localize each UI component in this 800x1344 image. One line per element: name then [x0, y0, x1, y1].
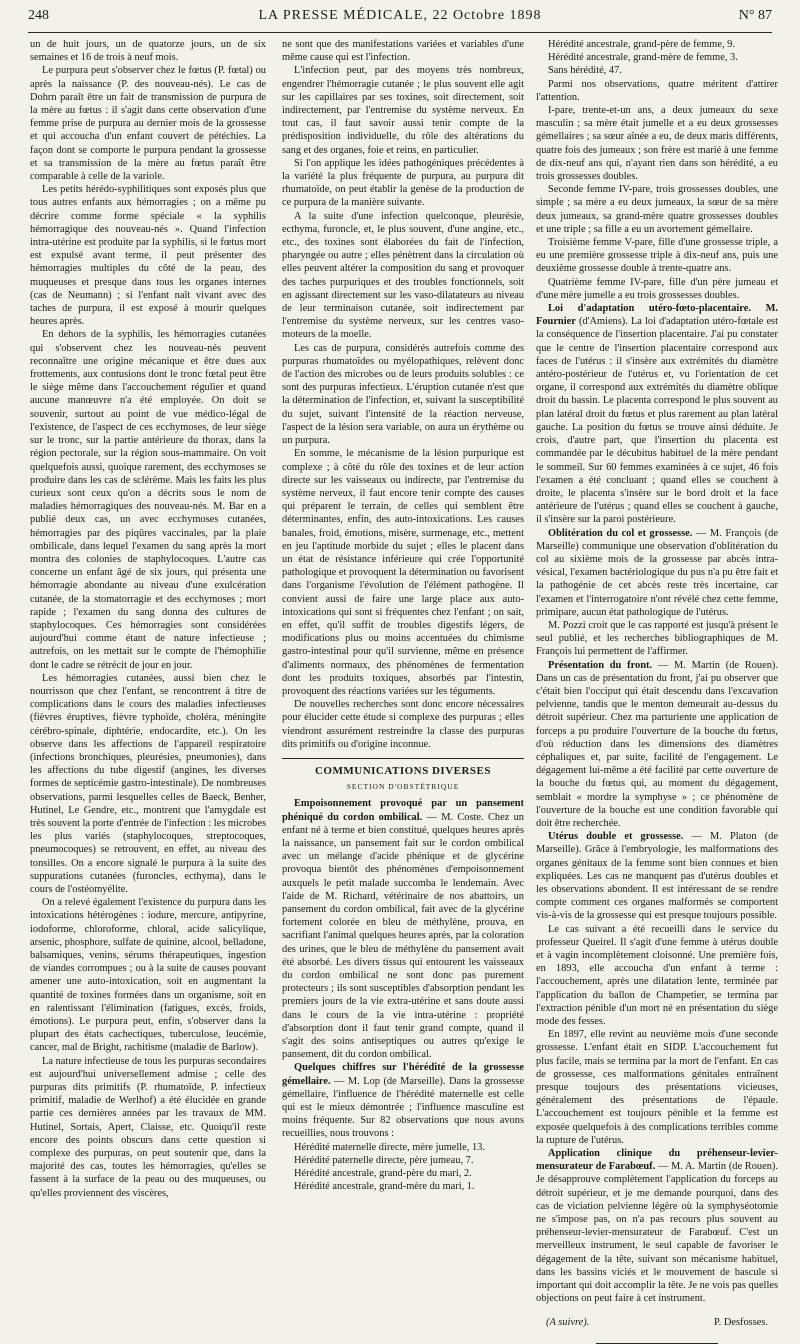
- article-preheneur-levier: [536, 1147, 778, 1305]
- article-loi-adaptation: [536, 302, 778, 526]
- article-title: Oblitération du col et grossesse.: [548, 527, 693, 539]
- article-title: Application clinique du préhenseur-levier-mensurateur de Farabœuf.: [536, 1148, 778, 1173]
- paragraph: Le purpura peut s'observer chez le fœtus (P. fœtal) ou après la naissance (P. des nouveau-nés). Le cas de Dohrn paraît être un fait de transmission de purpura de la mère au fœtus : il s'agit dans cette observation d'une femme prise de purpura au dernier mois de la grossesse et qui accoucha d'un enfant couvert de pétéchies. La façon dont se comporte le purpura pendant la grossesse et sa transmission de la mère au fœtus paraît être comparable à celle de la variole.: [30, 65, 266, 183]
- page-number: 248: [28, 8, 49, 23]
- paragraph: En 1897, elle revint au neuvième mois d'une seconde grossesse. L'enfant était en SIDP. L'accouchement fut plus facile, mais se termina par la mort de l'enfant. En cas de grossesse, ces malformations génitales entraînent presque toujours des présentations vicieuses, généralement des présentations de l'épaule. L'accouchement est toujours pénible et la femme est exposée quelquefois à des complications terribles comme la rupture de l'utérus.: [536, 1029, 778, 1146]
- article-title: Empoisonnement provoqué par un pansement phéniqué du cordon ombilical.: [282, 798, 524, 823]
- paragraph: En somme, le mécanisme de la lésion purpurique est complexe ; à côté du rôle des toxines et de leur action directe sur les vaisseaux ou indirecte, par l'entremise du système nerveux, il faut encore tenir compte des causes qui préparent le terrain, de celles qui semblent être déterminantes, enfin, des auto-intoxications. Les causes banales, froid, émotions, misère, surmenage, etc., mettent en jeu l'aptitude morbide du sujet ; elles le placent dans un état de résistance inférieure qui crée l'opportunité pathologique et provoquent la détermination ou favorisent dans l'organisme l'évolution de l'élément pathogène. Il convient aussi de faire une large place aux auto-intoxications qui sont si fréquentes chez l'enfant ; on sait, en effet, qu'il suffit de troubles digestifs légers, de modifications plus ou moins accentuées du chimisme gastro-intestinal pour qu'il survienne, même en présence d'aliments normaux, des phénomènes de fermentation dont les produits toxiques, absorbés par l'intestin, provoquent des réactions variées sur les téguments.: [282, 448, 524, 697]
- section-divider: [282, 758, 524, 759]
- paragraph: Les cas de purpura, considérés autrefois comme des purpuras rhumatoïdes ou myélopathiques, relèvent donc de l'action des microbes ou de leurs produits solubles : ce sont des purpuras infectieux. L'éruption cutanée n'est que la détermination de l'infection, et, suivant la susceptibilité du sujet, suivant l'intensité de la réaction nerveuse, l'aspect de la lésion sera variable, on aura un érythème ou un purpura.: [282, 342, 524, 447]
- paragraph: Seconde femme IV-pare, trois grossesses doubles, une simple ; sa mère a eu deux jumeaux, la sœur de sa mère deux jumeaux, sa grand-mère quatre grossesses doubles et une triple ; sa fille a eu un avortement gémellaire.: [536, 184, 778, 235]
- paragraph: Les petits hérédo-syphilitiques sont exposés plus que tous autres enfants aux hémorragies ; on a même pu décrire comme forme spéciale « la syphilis hémorragique des nouveau-nés ». Quand l'infection intra-utérine est produite par la syphilis, si le fœtus mort est expulsé avant terme, il peut présenter des hémorragies multiples du côté de la peau, des muqueuses et presque dans tous les organes internes (cas de Neumann) ; si l'enfant naît vivant avec des taches de purpura, il est exposé à mourir quelques heures après.: [30, 184, 266, 328]
- article-title: Quelques chiffres sur l'hérédité de la grossesse gémellaire.: [282, 1062, 524, 1087]
- stat-line: Hérédité ancestrale, grand-père du mari, 2.: [294, 1168, 472, 1180]
- paragraph: ne sont que des manifestations variées et variables d'une même cause qui est l'infection.: [282, 39, 524, 64]
- stat-line: Hérédité ancestrale, grand-mère de femme, 3.: [548, 52, 738, 64]
- paragraph: La nature infectieuse de tous les purpuras secondaires est aujourd'hui universellement admise ; celle des purpuras dits primitifs (P. rhumatoïde, P. infectieux primitif, maladie de Werlhof) a été élucidée en grande partie ces dernières années par les travaux de MM. Hutinel, Sortais, Apert, Claisse, etc. Quoiqu'il reste encore des points obscurs dans cette question si complexe des purpuras, on peut soutenir que, dans la majorité des cas, toutes les hémorragies, qu'elles se fassent à la surface de la peau ou des muqueuses, ou qu'elles proviennent des viscères,: [30, 1055, 266, 1199]
- article-obliteration: [536, 527, 778, 619]
- article-title: Utérus double et grossesse.: [548, 831, 684, 843]
- paragraph: L'infection peut, par des moyens très nombreux, engendrer l'hémorragie cutanée ; le plus souvent elle agit sur les capillaires par ses toxines, soit directement, soit indirectement, par l'entremise du système nerveux. En tout cas, il faut savoir aussi tenir compte de la prédisposition individuelle, du rôle des altérations du sang et des organes, foie et reins, en particulier.: [282, 65, 524, 156]
- article-author: — M. Martin: [652, 659, 720, 671]
- article-body: (de Rouen). Dans un cas de présentation du front, j'ai pu observer que c'était bien l'occiput qui était descendu dans l'excavation pelvienne, tandis que le menton demeurait au-dessus du détroit supérieur. Chez ma parturiente une application de forceps a pu produire l'ouverture de la bouche du fœtus, d'où réduction dans les dimensions des diamètres céphaliques et, par suite, facilité de l'engagement. Le dégagement lui-même a été facilité par cette ouverture de la bouche du fœtus qui, au moment du dégagement, semblait « mordre la symphyse » ; ce phénomène de l'ouverture de la bouche est une condition favorable qui doit être recherchée.: [536, 659, 778, 829]
- journal-title: LA PRESSE MÉDICALE, 22 Octobre 1898: [258, 8, 542, 23]
- column-2: [282, 38, 525, 1193]
- article-author: — M. A. Martin: [655, 1161, 727, 1173]
- paragraph: Le cas suivant a été recueilli dans le service du professeur Queirel. Il s'agit d'une femme à utérus double et à vagin incomplètement cloisonné. Une première fois, en 1893, elle accoucha d'un enfant à terme : l'accouchement, après une dilatation lente, terminée par l'application du ballon de Champetier, se termina par l'extraction pénible d'un mort né en présentation du siège mode des fesses.: [536, 923, 778, 1028]
- article-author: — M. Platon: [683, 831, 757, 843]
- article-title: Présentation du front.: [548, 659, 653, 671]
- article-title: Loi d'adaptation utéro-fœto-placentaire.: [548, 303, 751, 315]
- article-heredite: [282, 1061, 524, 1140]
- paragraph: un de huit jours, un de quatorze jours, un de six semaines et 16 de trois à neuf mois.: [30, 39, 266, 64]
- to-be-continued: (A suivre).: [546, 1316, 590, 1328]
- paragraph: A la suite d'une infection quelconque, pleurésie, ecthyma, furoncle, et, le plus souvent, d'une angine, etc., etc., des toxines sont élaborées du fait de l'infection, pharyngée ou autre ; elles pénètrent dans la circulation où elles peuvent altérer la composition du sang et provoquer des taches purpuriques et des troubles fonctionnels, soit en agissant directement sur les vaso-dilatateurs au niveau de leur terminaison cutanée, soit indirectement par l'entremise du système nerveux, sur les centres vaso-moteurs de la moelle.: [282, 210, 524, 341]
- stat-line: Hérédité paternelle directe, père jumeau, 7.: [294, 1154, 474, 1166]
- article-author: — M. François: [692, 527, 762, 539]
- paragraph: On a relevé également l'existence du purpura dans les intoxications hétérogènes : iodure, mercure, antipyrine, iodoforme, chloroforme, chloral, acide salicylique, arsenic, phosphore, sulfate de quinine, alcool, belladone, balsamiques, venins, sérums thérapeutiques, ingestion de viandes corrompues ; ou à la suite de causes pouvant amener une auto-intoxication, soit en augmentant la quantité de toxines formées dans un organisme, soit en en ralentissant l'élimination (fatigues, excès, froids, émotions). Le purpura peut, enfin, s'observer dans la plupart des états cachectiques, tuberculose, leucémie, cancer, mal de Bright, rachitisme (maladie de Barlow).: [30, 897, 266, 1054]
- paragraph: I-pare, trente-et-un ans, a deux jumeaux du sexe masculin ; sa mère était jumelle et a eu deux grossesses gémellaires ; sa sœur aînée a eu, de deux maris différents, quatre fois des jumeaux ; son frère est marié à une femme de dix-neuf ans qui, n'ayant rien dans son hérédité, a eu trois grossesses doubles.: [536, 105, 778, 183]
- paragraph: Quatrième femme IV-pare, fille d'un père jumeau et d'une mère jumelle a eu trois grossesses doubles.: [536, 276, 778, 301]
- column-3: [536, 38, 778, 1328]
- article-author: — M. Lop: [330, 1075, 380, 1087]
- article-presentation-front: [536, 659, 778, 831]
- column-1: [30, 38, 267, 1199]
- article-body: (de Rouen). Je désapprouve complètement l'application du forceps au détroit supérieur, et je me demande pourquoi, dans des cas de viciation pelvienne légère où la symphyséotomie ne s'impose pas, on n'a pas recours plus souvent au préhenseur-levier-mensurateur de Farabœuf. C'est un merveilleux instrument, le seul capable de favoriser le dégagement de la tête, suivant son mécanisme habituel, dans les bassins viciés et le mouvement de bascule si important qui doit accomplir la tête. Je ne vois pas quelles objections on peut faire à cet instrument.: [536, 1161, 778, 1305]
- section-subtitle: SECTION D'OBSTÉTRIQUE: [346, 782, 460, 792]
- paragraph: Les hémorragies cutanées, aussi bien chez le nourrisson que chez l'enfant, se rencontrent à titre de complications dans le cours des maladies infectieuses (fièvres éruptives, fièvre typhoïde, choléra, méningite cérébro-spinale, diphtérie, endocardite, etc.). On les observe dans les affections de l'appareil respiratoire (infections bronchiques, pleurésies, pneumonies), dans les affections du tube digestif (angines, les diverses formes de septicémie gastro-intestinale). De nombreuses observations, parmi lesquelles celles de Baeck, Benher, Hutinel, Le Gendre, etc., montrent que l'amygdale est très souvent la porte d'entrée de l'infection : les microbes les plus variés (staphylocoques, streptocoques, pneumocoques) se retrouvent, en effet, au niveau des tonsilles. On a encore signalé le purpura à la suite des suppurations cutanées (furoncles, ecthyma), dans le cours de l'ostéomyélite.: [30, 672, 267, 895]
- article-author: — M. Coste.: [422, 811, 484, 823]
- paragraph: En dehors de la syphilis, les hémorragies cutanées qui s'observent chez les nouveau-nés peuvent reconnaître une origine mécanique et être dues aux frottements, aux contusions dont le tronc fœtal peut être le siège même dans l'accouchement régulier et quand aucune manœuvre n'a été employée. On doit se souvenir, surtout au point de vue médico-légal de l'existence, de l'aspect de ces ecchymoses, de leur siège sur le tronc, sur la partie antérieure du thorax, dans la région pectorale, sur la région sous-mammaire. On voit quelquefois aussi, quoique rarement, des ecchymoses se produire dans les cas de sclérème. Mais les faits les plus curieux sont ceux qu'on a décrits sous le nom de maladies hémorragiques des nouveau-nés. M. Bar en a publié deux cas, un avec ecchymoses cutanées, hémorragies par des piqûres vaccinales, par la plaie ombilicale, dans lequel l'examen du sang après la mort montra des colonies de staphylocoques. L'autre cas concerne un enfant âgé de six jours, qui présenta une hémorragie abondante au niveau d'une exulcération cutanée, de la stomatorragie et des ecchymoses ; mort rapide ; l'examen du sang donna des cultures de staphylocoques. Ces hémorragies sont considérées aujourd'hui comme étant de nature infectieuse ; autrefois, on les mettait sur le compte de l'hémophilie dont le cadre se rétrécit de jour en jour.: [30, 329, 266, 671]
- stat-line: Sans hérédité, 47.: [548, 65, 622, 77]
- article-body: (de Marseille). Grâce à l'embryologie, les malformations des organes génitaux de la femme sont bien connues et bien expliquées. Les cas ne manquent pas d'utérus doubles et les observations abondent. Il est intéressant de se rendre compte comment ces organes malformés se comportent vis-à-vis de la grossesse qui est presque toujours possible.: [536, 831, 778, 922]
- stat-line: Hérédité maternelle directe, mère jumelle, 13.: [294, 1141, 485, 1153]
- signature-line: [536, 1316, 778, 1329]
- paragraph: Parmi nos observations, quatre méritent d'attirer l'attention.: [536, 78, 778, 103]
- paragraph: De nouvelles recherches sont donc encore nécessaires pour élucider cette étude si complexe des purpuras ; elles viendront assurément restreindre la classe des purpuras dits primitifs ou d'origine inconnue.: [282, 699, 524, 750]
- article-body: (d'Amiens). La loi d'adaptation utéro-fœtale est la conséquence de l'insertion placentaire. J'ai pu constater que le centre de l'insertion placentaire correspond aux faces de l'utérus : il s'insère aux extrémités du diamètre antéro-postérieur de l'utérus et, vu l'orientation de cet organe, il correspond aux extrémités du diamètre oblique droit du bassin. Le placenta correspond le plus souvent au plan latéral droit du fœtus et plus rarement au plan latéral gauche. La position du fœtus se trouve ainsi déduite. Je crois, d'autre part, que l'insertion du placenta est commandée par le décubitus habituel de la mère pendant le sommeil. Sur 60 femmes examinées à ce sujet, 46 fois l'examen a été concluant ; quand elles se couchent à droite, le placenta s'insère sur le bord droit et la face antérieure de l'utérus ; quand elles se couchent à gauche, il s'insère sur la paroi postérieure.: [536, 316, 778, 526]
- stat-line: Hérédité ancestrale, grand-père de femme, 9.: [548, 39, 735, 50]
- stat-line: Hérédité ancestrale, grand-mère du mari, 1.: [294, 1181, 475, 1193]
- article-author: M. Fournier: [536, 303, 778, 328]
- author-signature: P. Desfosses.: [714, 1316, 768, 1328]
- article-body: (de Marseille) communique une observation d'oblitération du col au sixième mois de la grossesse par abcès intra-vésical, l'examen bactériologique du pus n'a pu être fait et la pathogénie de cet abcès reste très incertaine, car l'examen et l'interrogatoire n'ont révélé chez cette femme, primipare, aucun état pathologique de l'utérus.: [536, 527, 778, 618]
- paragraph: M. Pozzi croit que le cas rapporté est jusqu'à présent le seul publié, et les recherches bibliographiques de M. François lui permettent de l'affirmer.: [536, 619, 778, 658]
- article-uterus-double: [536, 830, 778, 922]
- paragraph: Si l'on applique les idées pathogéniques précédentes à la variété la plus fréquente de purpura, au purpura dit rhumatoïde, on peut établir la genèse de la production de ce purpura de la manière suivante.: [282, 157, 524, 209]
- section-title: COMMUNICATIONS DIVERSES: [314, 764, 491, 777]
- article-empoisonnement: [282, 797, 524, 1061]
- article-body: (de Marseille). Dans la grossesse gémellaire, l'influence de l'hérédité maternelle est celle qui est le mieux démontrée ; l'influence masculine est moins fréquente. Sur 82 observations que nous avons recueillies, nous trouvons :: [282, 1075, 524, 1140]
- paragraph: Troisième femme V-pare, fille d'une grossesse triple, a eu une première grossesse triple à dix-neuf ans, puis une deuxième grossesse double à trente-quatre ans.: [536, 237, 778, 275]
- page-header: [28, 6, 772, 33]
- article-body: Chez un enfant né à terme et bien constitué, quelques heures après la naissance, un pansement fait sur le cordon ombilical avec un mélange d'acide phénique et de glycérine provoqua bientôt des phénomènes d'empoisonnement auxquels le petit malade succomba le lendemain. Avec l'aide de M. Richard, vétérinaire de nos abattoirs, un pansement du cordon ombilical, fait avec de la glycérine fortement colorée en bleu de méthylène, prouva, en sacrifiant l'animal quelques heures après, par la coloration des urines, que le bleu de méthylène du pansement avait été absorbé. Les divers tissus qui entourent les vaisseaux du cordon ombilical ne sont donc pas purement protecteurs ; ils sont susceptibles d'absorption pendant les premiers jours de la vie extra-utérine et sans doute aussi dans le cours de la vie intra-utérine : propriété d'absorption dont il faut tenir grand compte, quand il s'agit des soins antiseptiques ou autres qu'exige le pansement, dit du cordon ombilical.: [282, 811, 525, 1061]
- issue-number: N° 87: [738, 8, 772, 23]
